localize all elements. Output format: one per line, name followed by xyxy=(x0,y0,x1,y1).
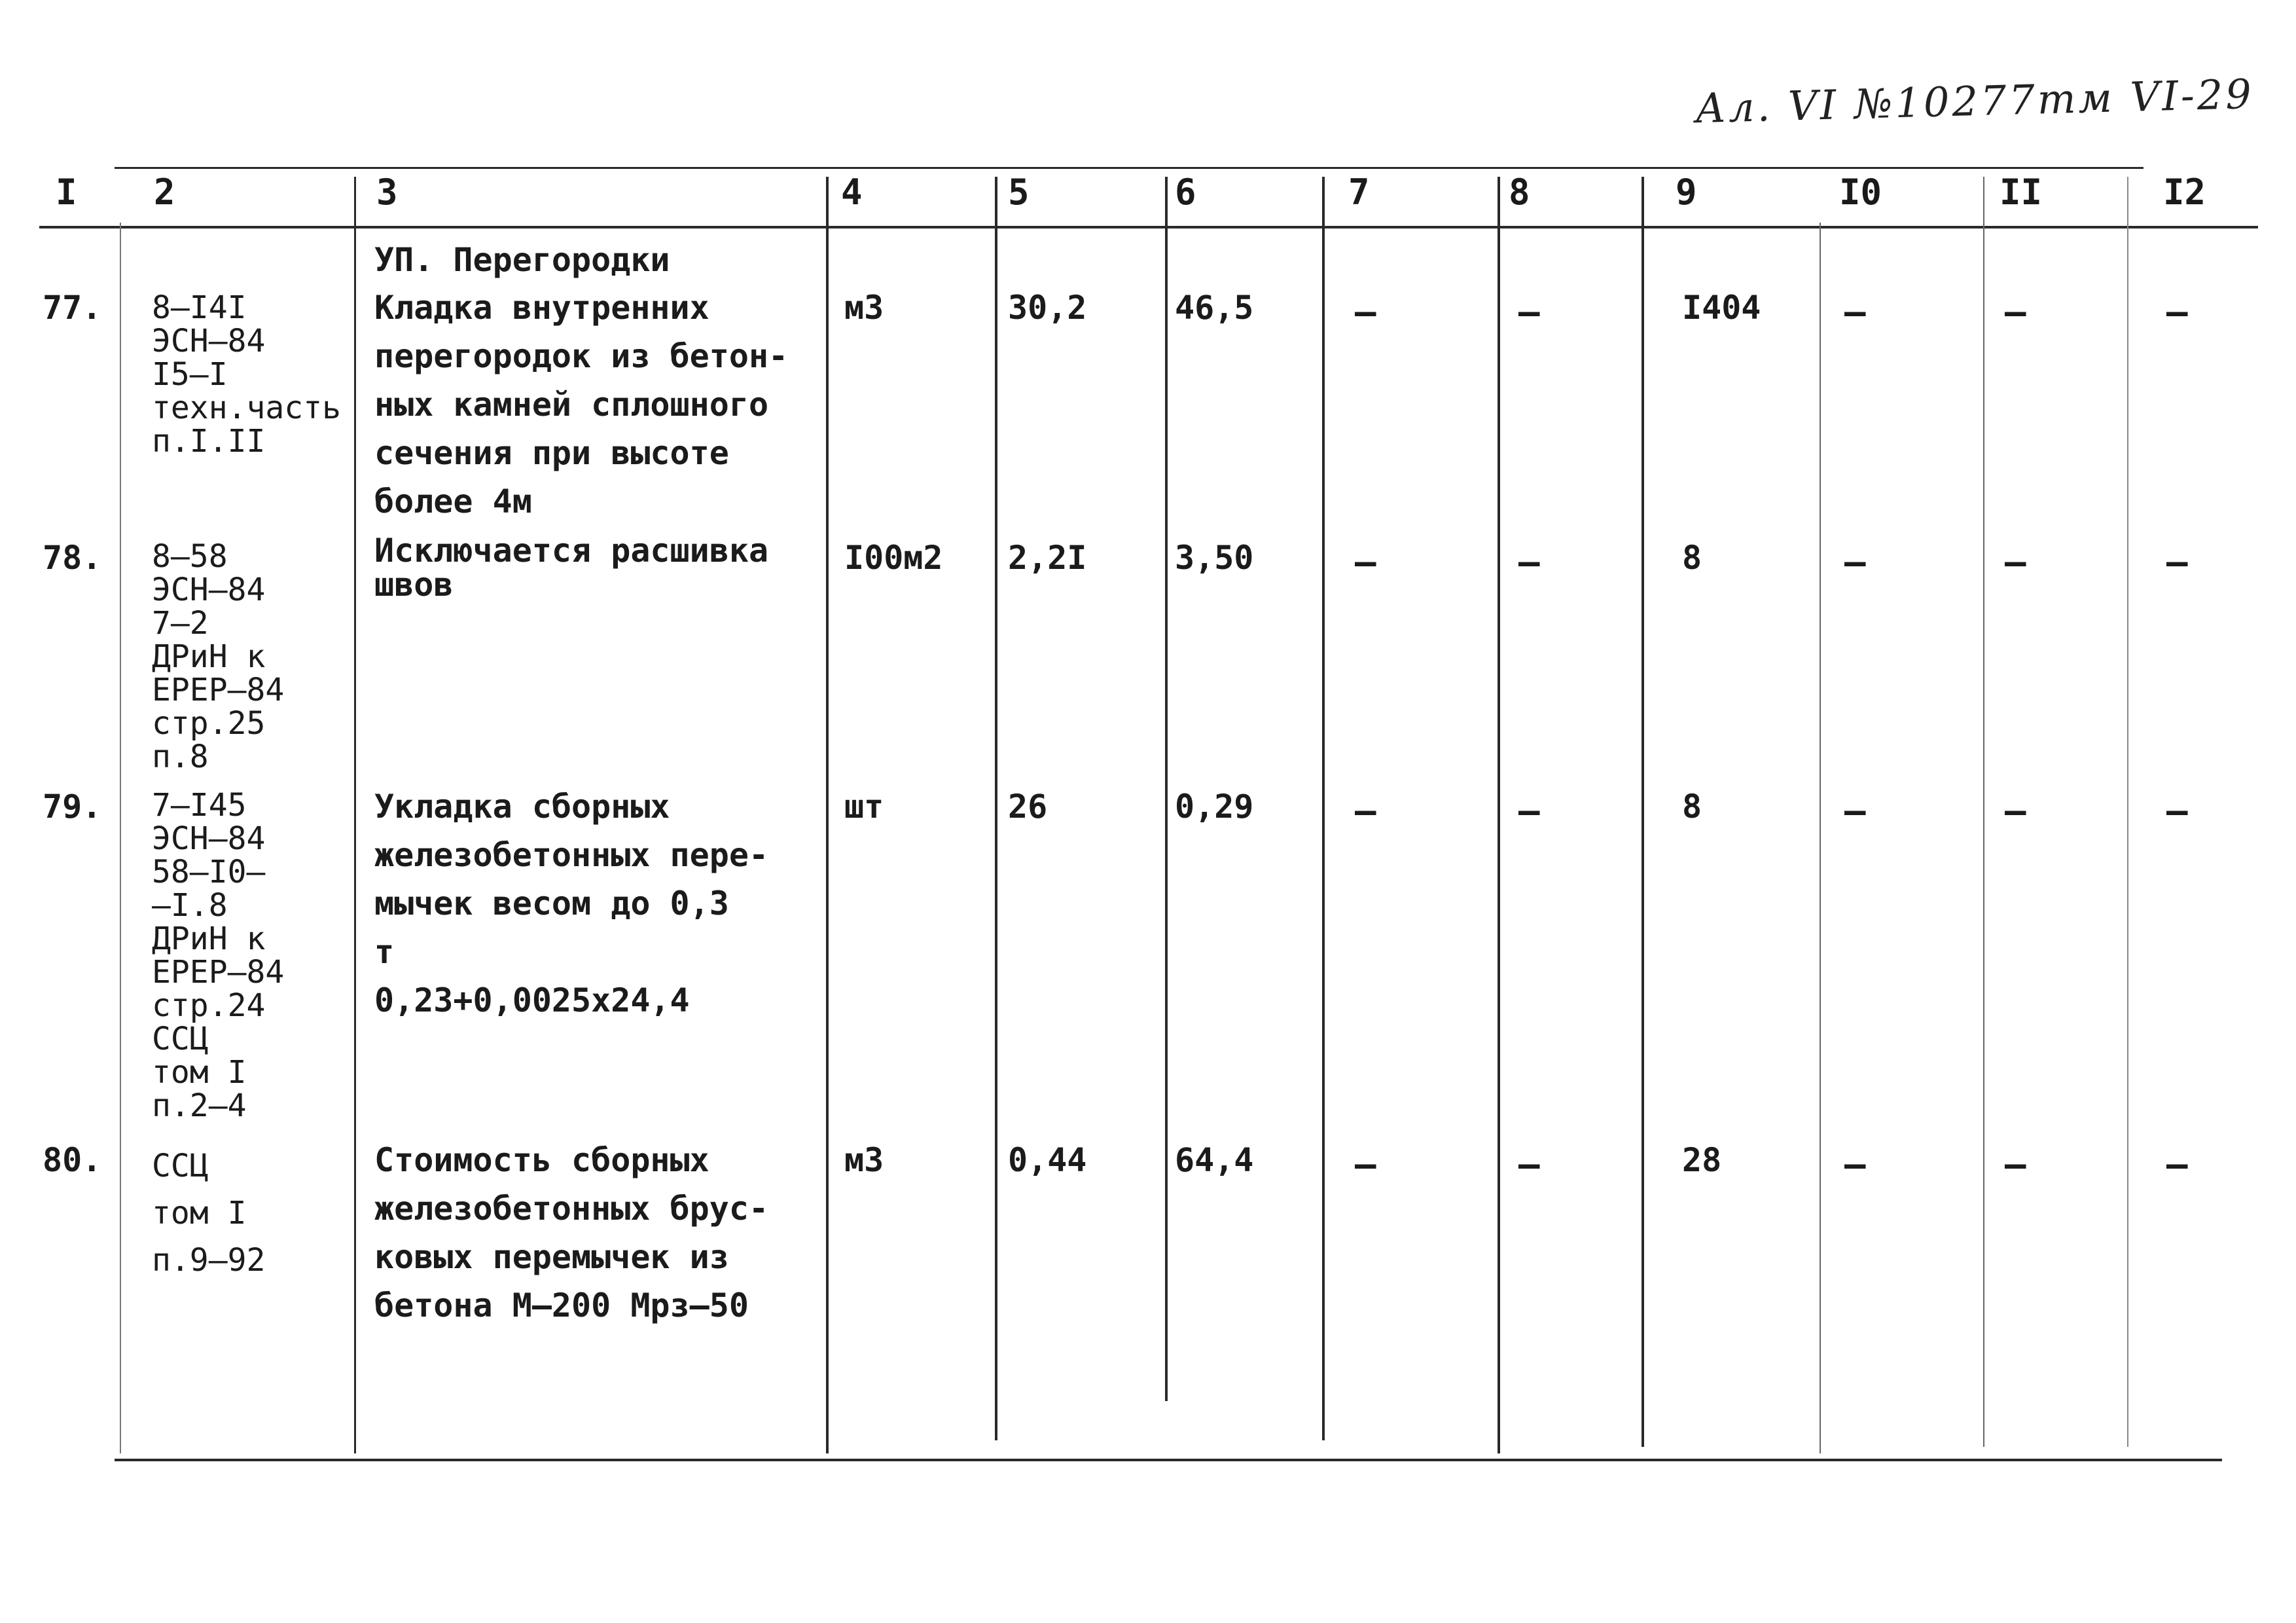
row-reference: ССЦ том I п.9–92 xyxy=(152,1148,266,1279)
row-col7-dash: – xyxy=(1355,541,1376,583)
row-col8-dash: – xyxy=(1518,1144,1540,1185)
row-col12-dash: – xyxy=(2166,291,2188,333)
row-col8-dash: – xyxy=(1518,541,1540,583)
col-header-12: I2 xyxy=(2163,172,2206,213)
col-header-4: 4 xyxy=(841,172,863,213)
section-title: УП. Перегородки xyxy=(374,241,670,279)
row-col9-value: 28 xyxy=(1682,1141,1722,1179)
row-col10-dash: – xyxy=(1844,790,1866,831)
row-col12-dash: – xyxy=(2166,790,2188,831)
col-header-9: 9 xyxy=(1676,172,1697,213)
row-reference: 8–I4I ЭСН–84 I5–I техн.часть п.I.II xyxy=(152,289,341,460)
row-col7-dash: – xyxy=(1355,1144,1376,1185)
row-number: 79. xyxy=(43,788,102,826)
row-col11-dash: – xyxy=(2005,790,2026,831)
table-bottom-rule xyxy=(115,1459,2222,1461)
row-col12-dash: – xyxy=(2166,541,2188,583)
col-rule-11 xyxy=(2127,177,2128,1447)
row-col9-value: 8 xyxy=(1682,539,1702,577)
row-quantity: 26 xyxy=(1008,788,1048,826)
col-rule-4 xyxy=(995,177,997,1440)
row-col12-dash: – xyxy=(2166,1144,2188,1185)
row-number: 80. xyxy=(43,1141,102,1179)
col-rule-8 xyxy=(1641,177,1644,1447)
row-col11-dash: – xyxy=(2005,1144,2026,1185)
row-number: 77. xyxy=(43,289,102,327)
row-col11-dash: – xyxy=(2005,291,2026,333)
col-rule-7 xyxy=(1498,177,1500,1453)
row-col9-value: 8 xyxy=(1682,788,1702,826)
row-reference: 7–I45 ЭСН–84 58–I0– –I.8 ДРиН к ЕРЕР–84 стр.24 ССЦ том I п.2–4 xyxy=(152,787,285,1124)
row-description: Кладка внутренних перегородок из бетон- ных камней сплошного сечения при высоте более 4м xyxy=(374,289,789,520)
col-header-5: 5 xyxy=(1008,172,1030,213)
col-rule-5 xyxy=(1165,177,1168,1401)
col-header-7: 7 xyxy=(1348,172,1370,213)
col-header-10: I0 xyxy=(1839,172,1882,213)
col-header-11: II xyxy=(2000,172,2043,213)
col-rule-2 xyxy=(354,177,356,1453)
row-col10-dash: – xyxy=(1844,1144,1866,1185)
col-rule-1 xyxy=(120,223,121,1453)
row-col6-value: 3,50 xyxy=(1175,539,1254,577)
col-rule-10 xyxy=(1983,177,1984,1447)
col-rule-9 xyxy=(1820,223,1821,1453)
row-description: Стоимость сборных железобетонных брус- ковых перемычек из бетона М–200 Мрз–50 xyxy=(374,1141,769,1324)
row-number: 78. xyxy=(43,539,102,577)
row-unit: I00м2 xyxy=(844,539,943,577)
row-col11-dash: – xyxy=(2005,541,2026,583)
col-header-8: 8 xyxy=(1509,172,1530,213)
row-col7-dash: – xyxy=(1355,790,1376,831)
row-quantity: 2,2I xyxy=(1008,539,1087,577)
col-rule-6 xyxy=(1322,177,1325,1440)
col-header-6: 6 xyxy=(1175,172,1196,213)
row-reference: 8–58 ЭСН–84 7–2 ДРиН к ЕРЕР–84 стр.25 п.8 xyxy=(152,538,285,775)
row-unit: м3 xyxy=(844,289,884,327)
row-col7-dash: – xyxy=(1355,291,1376,333)
row-col6-value: 0,29 xyxy=(1175,788,1254,826)
row-col8-dash: – xyxy=(1518,291,1540,333)
row-col6-value: 46,5 xyxy=(1175,289,1254,327)
header-top-rule xyxy=(115,167,2144,169)
row-quantity: 30,2 xyxy=(1008,289,1087,327)
row-unit: м3 xyxy=(844,1141,884,1179)
row-description: Укладка сборных железобетонных пере- мычек весом до 0,3 т 0,23+0,0025х24,4 xyxy=(374,788,769,1019)
row-col10-dash: – xyxy=(1844,541,1866,583)
row-col8-dash: – xyxy=(1518,790,1540,831)
col-rule-3 xyxy=(826,177,829,1453)
row-unit: шт xyxy=(844,788,884,826)
col-header-2: 2 xyxy=(154,172,175,213)
sheet-stamp: Ал. VI №10277тм VI-29 xyxy=(1695,69,2255,133)
row-col10-dash: – xyxy=(1844,291,1866,333)
row-quantity: 0,44 xyxy=(1008,1141,1087,1179)
row-col6-value: 64,4 xyxy=(1175,1141,1254,1179)
col-header-1: I xyxy=(56,172,77,213)
header-bottom-rule xyxy=(39,226,2258,228)
row-description: Исключается расшивка швов xyxy=(374,532,769,604)
col-header-3: 3 xyxy=(376,172,398,213)
row-col9-value: I404 xyxy=(1682,289,1761,327)
